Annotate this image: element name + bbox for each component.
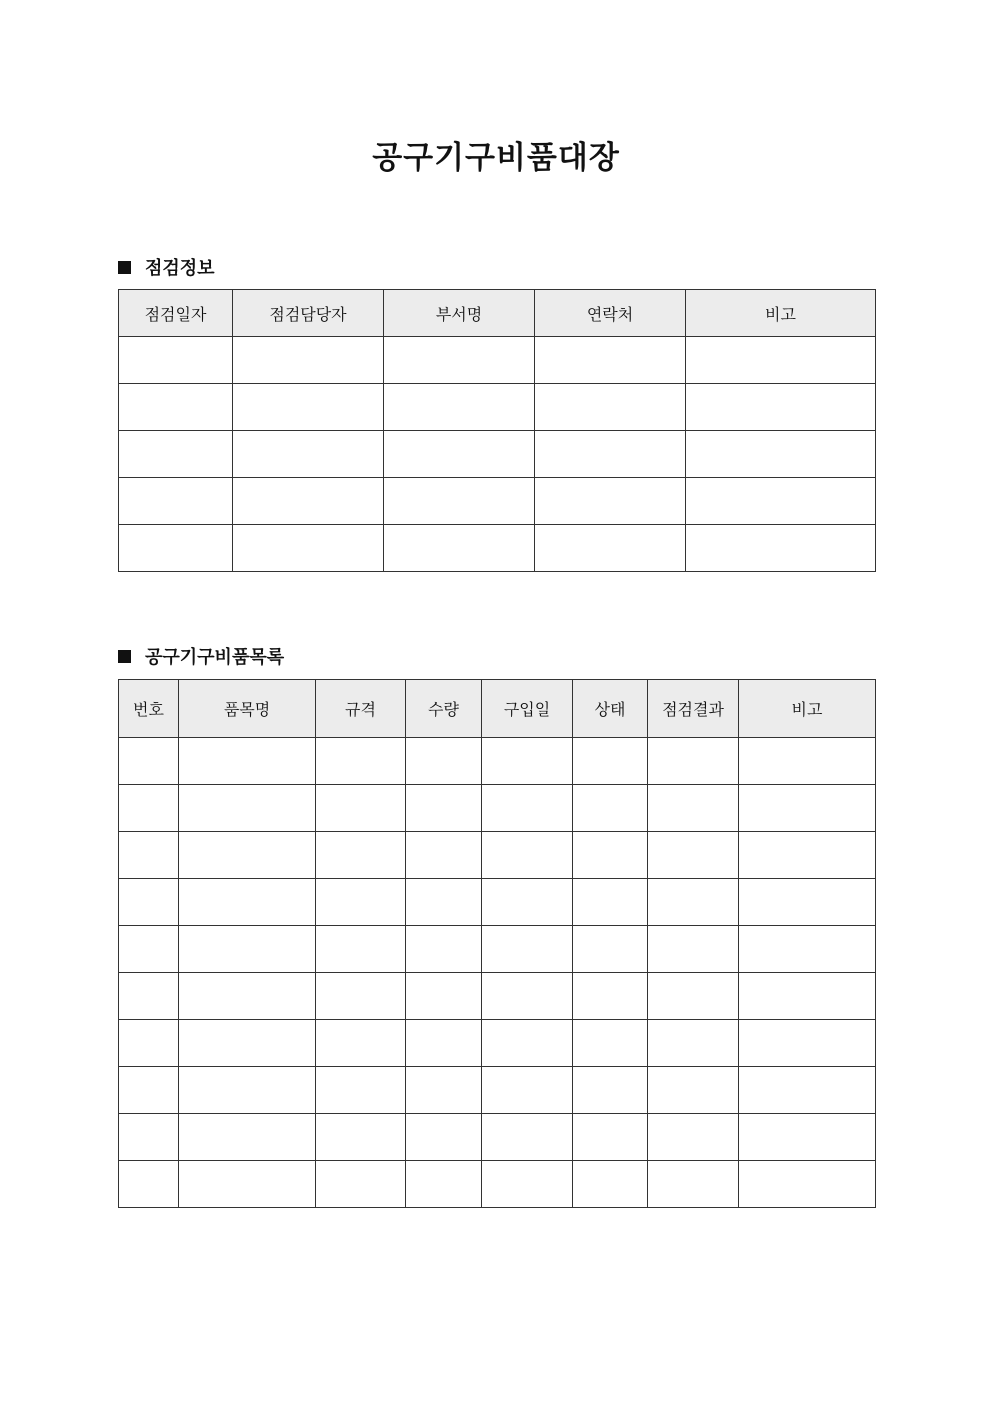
table-row [119, 1114, 876, 1161]
table-row [119, 1067, 876, 1114]
table-cell[interactable] [119, 1114, 179, 1161]
table-cell[interactable] [482, 1067, 573, 1114]
table-cell[interactable] [119, 478, 233, 525]
table-row [119, 973, 876, 1020]
table-cell[interactable] [119, 738, 179, 785]
column-header: 구입일 [482, 680, 573, 738]
table-cell[interactable] [406, 973, 482, 1020]
table-cell[interactable] [739, 1020, 876, 1067]
table-cell[interactable] [482, 1020, 573, 1067]
table-cell[interactable] [119, 973, 179, 1020]
table-cell[interactable] [316, 1161, 406, 1208]
table-cell[interactable] [406, 879, 482, 926]
table-cell[interactable] [648, 1067, 739, 1114]
table-cell[interactable] [648, 832, 739, 879]
table-cell[interactable] [233, 525, 384, 572]
table-cell[interactable] [179, 738, 316, 785]
table-row [119, 832, 876, 879]
table-cell[interactable] [573, 973, 648, 1020]
table-cell[interactable] [482, 879, 573, 926]
column-header: 품목명 [179, 680, 316, 738]
table-cell[interactable] [739, 1161, 876, 1208]
table-cell[interactable] [482, 973, 573, 1020]
table-cell[interactable] [482, 926, 573, 973]
table-cell[interactable] [179, 973, 316, 1020]
table-cell[interactable] [573, 1161, 648, 1208]
table-cell[interactable] [384, 478, 535, 525]
table-cell[interactable] [573, 738, 648, 785]
table-cell[interactable] [648, 1161, 739, 1208]
square-bullet-icon [118, 650, 131, 663]
table-cell[interactable] [739, 738, 876, 785]
table-cell[interactable] [119, 525, 233, 572]
table-cell[interactable] [316, 973, 406, 1020]
table-cell[interactable] [316, 1020, 406, 1067]
table-cell[interactable] [573, 832, 648, 879]
column-header: 번호 [119, 680, 179, 738]
inspection-section-title: 점검정보 [145, 258, 215, 279]
table-cell[interactable] [406, 832, 482, 879]
items-table [118, 679, 876, 1208]
table-row [119, 431, 876, 478]
table-cell[interactable] [686, 525, 876, 572]
table-cell[interactable] [119, 337, 233, 384]
table-row [119, 738, 876, 785]
table-cell[interactable] [179, 1067, 316, 1114]
table-cell[interactable] [482, 832, 573, 879]
table-cell[interactable] [573, 1020, 648, 1067]
inspection-table [118, 289, 876, 572]
table-cell[interactable] [316, 785, 406, 832]
table-cell[interactable] [179, 926, 316, 973]
table-cell[interactable] [406, 1067, 482, 1114]
table-cell[interactable] [482, 1114, 573, 1161]
table-cell[interactable] [316, 926, 406, 973]
table-row [119, 337, 876, 384]
table-cell[interactable] [739, 879, 876, 926]
table-cell[interactable] [535, 337, 686, 384]
table-cell[interactable] [686, 478, 876, 525]
table-row [119, 384, 876, 431]
table-cell[interactable] [686, 384, 876, 431]
column-header: 비고 [686, 290, 876, 337]
table-cell[interactable] [648, 879, 739, 926]
column-header: 비고 [739, 680, 876, 738]
table-row [119, 525, 876, 572]
table-cell[interactable] [482, 1161, 573, 1208]
table-cell[interactable] [316, 738, 406, 785]
table-cell[interactable] [535, 431, 686, 478]
table-cell[interactable] [739, 1114, 876, 1161]
column-header: 수량 [406, 680, 482, 738]
table-cell[interactable] [119, 832, 179, 879]
column-header: 부서명 [384, 290, 535, 337]
table-row [119, 879, 876, 926]
table-cell[interactable] [316, 1114, 406, 1161]
table-cell[interactable] [482, 738, 573, 785]
table-cell[interactable] [739, 832, 876, 879]
table-cell[interactable] [573, 785, 648, 832]
column-header: 점검결과 [648, 680, 739, 738]
table-cell[interactable] [119, 1161, 179, 1208]
table-cell[interactable] [316, 832, 406, 879]
table-cell[interactable] [119, 384, 233, 431]
table-cell[interactable] [739, 785, 876, 832]
table-cell[interactable] [739, 973, 876, 1020]
table-cell[interactable] [384, 525, 535, 572]
table-cell[interactable] [233, 431, 384, 478]
table-row [119, 785, 876, 832]
table-cell[interactable] [316, 1067, 406, 1114]
table-cell[interactable] [648, 785, 739, 832]
table-cell[interactable] [406, 1114, 482, 1161]
table-cell[interactable] [648, 1020, 739, 1067]
table-cell[interactable] [233, 337, 384, 384]
table-cell[interactable] [648, 973, 739, 1020]
table-cell[interactable] [179, 879, 316, 926]
inspection-header-row [119, 290, 876, 337]
table-cell[interactable] [406, 926, 482, 973]
table-cell[interactable] [233, 384, 384, 431]
table-cell[interactable] [316, 879, 406, 926]
table-cell[interactable] [119, 1067, 179, 1114]
table-cell[interactable] [119, 785, 179, 832]
table-cell[interactable] [406, 738, 482, 785]
table-cell[interactable] [406, 1020, 482, 1067]
inspection-table-body [119, 337, 876, 572]
page-title: 공구기구비품대장 [372, 140, 620, 176]
table-cell[interactable] [648, 738, 739, 785]
table-cell[interactable] [686, 337, 876, 384]
table-cell[interactable] [406, 1161, 482, 1208]
table-cell[interactable] [406, 785, 482, 832]
table-cell[interactable] [179, 785, 316, 832]
table-cell[interactable] [179, 1020, 316, 1067]
table-cell[interactable] [384, 431, 535, 478]
table-cell[interactable] [384, 384, 535, 431]
items-header-row [119, 680, 876, 738]
table-cell[interactable] [648, 1114, 739, 1161]
table-cell[interactable] [233, 478, 384, 525]
table-cell[interactable] [119, 879, 179, 926]
table-row [119, 926, 876, 973]
table-cell[interactable] [573, 1114, 648, 1161]
inspection-section-heading [118, 254, 215, 280]
items-section-heading [118, 643, 284, 669]
column-header: 규격 [316, 680, 406, 738]
table-cell[interactable] [482, 785, 573, 832]
table-cell[interactable] [686, 431, 876, 478]
table-cell[interactable] [739, 926, 876, 973]
column-header: 상태 [573, 680, 648, 738]
table-cell[interactable] [573, 1067, 648, 1114]
table-cell[interactable] [119, 431, 233, 478]
column-header: 점검담당자 [233, 290, 384, 337]
table-cell[interactable] [179, 1161, 316, 1208]
table-cell[interactable] [179, 832, 316, 879]
table-cell[interactable] [119, 926, 179, 973]
table-cell[interactable] [384, 337, 535, 384]
table-cell[interactable] [573, 879, 648, 926]
items-table-body [119, 738, 876, 1208]
table-row [119, 1161, 876, 1208]
table-cell[interactable] [739, 1067, 876, 1114]
column-header: 연락처 [535, 290, 686, 337]
table-cell[interactable] [535, 384, 686, 431]
table-row [119, 1020, 876, 1067]
square-bullet-icon [118, 261, 131, 274]
table-cell[interactable] [119, 1020, 179, 1067]
table-cell[interactable] [535, 525, 686, 572]
table-cell[interactable] [648, 926, 739, 973]
table-cell[interactable] [573, 926, 648, 973]
table-row [119, 478, 876, 525]
column-header: 점검일자 [119, 290, 233, 337]
table-cell[interactable] [179, 1114, 316, 1161]
table-cell[interactable] [535, 478, 686, 525]
items-section-title: 공구기구비품목록 [145, 647, 285, 668]
